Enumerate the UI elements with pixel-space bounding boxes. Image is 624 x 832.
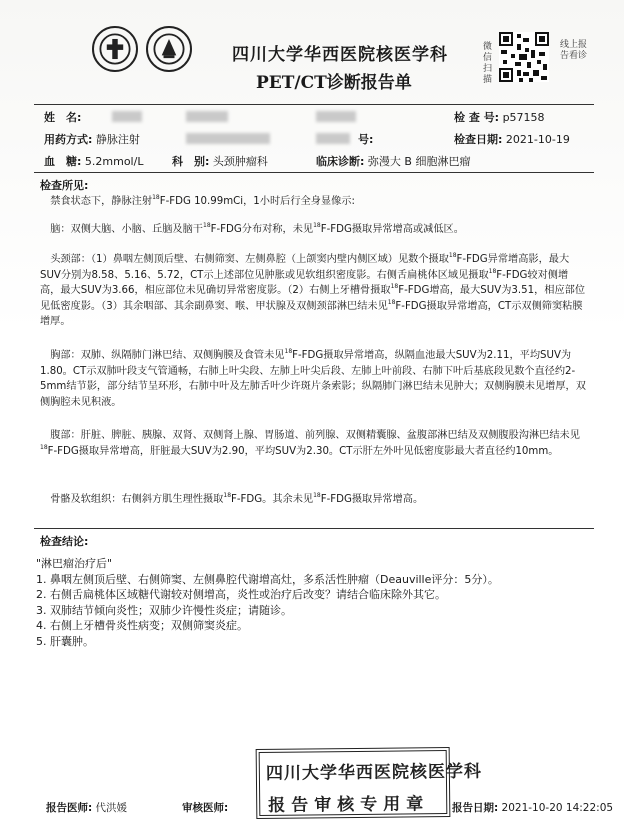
findings-brain: 脑：双侧大脑、小脑、丘脑及脑干$^{18}$F-FDG分布对称，未见$^{18}$F-FDG摄取异常增高或减低区。 <box>50 222 464 235</box>
conclusion-item: 1. 鼻咽左侧顶后壁、右侧筛窦、左侧鼻腔代谢增高灶，多系活性肿瘤（Deauville评分：5分）。 <box>36 572 499 586</box>
report-date-field <box>452 800 613 815</box>
clinical-dx-label: 临床诊断: <box>316 155 365 168</box>
redacted-name <box>112 111 142 122</box>
exam-no-label: 检 查 号: <box>454 111 500 124</box>
clinical-dx-value: 弥漫大 B 细胞淋巴瘤 <box>367 155 471 168</box>
review-doctor-field <box>182 800 228 815</box>
redacted-field <box>186 133 270 144</box>
dept-field <box>172 153 268 169</box>
findings-bone: 骨骼及软组织：右侧斜方肌生理性摄取$^{18}$F-FDG。其余未见$^{18}$F-FDG摄取异常增高。 <box>50 492 424 505</box>
conclusion-item: 3. 双肺结节倾向炎性；双肺少许慢性炎症；请随诊。 <box>36 603 292 617</box>
exam-date-label: 检查日期: <box>454 133 503 146</box>
name-label: 姓 名 <box>44 111 77 124</box>
hospital-logo-icon <box>92 26 138 72</box>
report-date-label: 报告日期: <box>452 802 499 814</box>
hospital-title: 四川大学华西医院核医学科 <box>232 45 448 65</box>
qr-code-icon[interactable] <box>499 32 549 82</box>
conclusion-title: 检查结论: <box>40 535 89 548</box>
report-doctor-field <box>46 800 127 815</box>
conclusion-item: 4. 右侧上牙槽骨炎性病变；双侧筛窦炎症。 <box>36 619 248 633</box>
dept-value: 头颈肿瘤科 <box>212 155 268 168</box>
report-doctor-label: 报告医师: <box>46 802 93 814</box>
glucose-field <box>44 153 143 169</box>
report-date-value: 2021-10-20 14:22:05 <box>501 802 614 814</box>
dept-label: 科 别: <box>172 155 210 168</box>
findings-protocol: 禁食状态下，静脉注射$^{18}$F-FDG 10.99mCi，1小时后行全身显像示: <box>50 194 355 207</box>
glucose-value: 5.2mmol/L <box>84 155 144 168</box>
wechat-scan-label: 微信扫描 <box>483 42 493 85</box>
conclusion-item: 2. 右侧舌扁桃体区域糖代谢较对侧增高，炎性或治疗后改变？请结合临床除外其它。 <box>36 588 446 602</box>
university-logo-icon <box>146 26 192 72</box>
redacted-age <box>316 111 356 122</box>
department-seal: 四川大学华西医院核医学科 报告审核专用章 <box>256 747 451 819</box>
hao-label: 号: <box>358 133 374 146</box>
findings-abdomen: 腹部：肝脏、脾脏、胰腺、双肾、双侧肾上腺、胃肠道、前列腺、双侧精囊腺、盆腹部淋巴结及双侧腹股沟淋巴结未见$^{18}$F-FDG摄取异常增高，肝脏最大SUV为2.90，平均SUV为2.30。CT示肝左外叶见低密度影最大者直径约10mm。 <box>40 430 580 457</box>
conclusion-item: 5. 肝囊肿。 <box>36 634 94 648</box>
exam-date-value: 2021-10-19 <box>505 133 570 146</box>
drug-value: 静脉注射 <box>95 133 140 146</box>
info-divider <box>34 172 594 173</box>
drug-field <box>44 131 140 147</box>
findings-chest: 胸部：双肺、纵隔肺门淋巴结、双侧胸膜及食管未见$^{18}$F-FDG摄取异常增高，纵隔血池最大SUV为2.11，平均SUV为1.80。CT示双肺叶段支气管通畅，右肺上叶尖段、左肺上叶尖后段、左肺上叶前段、右肺下叶后基底段见数个直径约2-5mm结节影，部分结节呈环形，右肺中叶及左肺舌叶少许斑片条索影；纵隔肺门淋巴结未见肿大；双侧胸膜未见增厚，双侧胸腔未见积液。 <box>40 348 586 408</box>
conclusion-body <box>36 556 596 650</box>
report-title: PET/CT诊断报告单 <box>256 73 412 93</box>
redacted-id <box>316 133 350 144</box>
findings-divider <box>34 528 594 529</box>
report-doctor-value: 代洪媛 <box>95 802 128 814</box>
exam-no-value: p57158 <box>502 111 545 124</box>
exam-date-field <box>454 131 570 147</box>
exam-no-field <box>454 109 545 125</box>
glucose-label: 血 糖: <box>44 155 82 168</box>
hao-field <box>358 131 373 147</box>
redacted-sex <box>186 111 228 122</box>
review-doctor-label: 审核医师: <box>182 802 229 814</box>
name-field: 姓 名: <box>44 111 82 124</box>
online-report-label: 线上报告看诊 <box>560 40 588 61</box>
drug-label: 用药方式: <box>44 133 93 146</box>
clinical-dx-field <box>316 153 470 169</box>
findings-title: 检查所见: <box>40 179 89 192</box>
findings-head-neck: 头颈部：（1）鼻咽左侧顶后壁、右侧筛窦、左侧鼻腔（上颌窦内壁内侧区域）见数个摄取$^{18}$F-FDG异常增高影，最大SUV分别为8.58、5.16、5.72，CT示上述部位见肿胀或见软组织密度影。右侧舌扁桃体区域见摄取$^{18}$F-FDG较对侧增高，最大SUV为3.66，相应部位未见确切异常密度影。（2）右侧上牙槽骨摄取$^{18}$F-FDG增高，最大SUV为3.51，相应部位见低密度影。（3）其余咽部、其余副鼻窦、喉、甲状腺及双侧颈部淋巴结未见$^{18}$F-FDG摄取异常增高，CT示双侧筛窦粘膜增厚。 <box>40 252 586 327</box>
conclusion-subtitle: "淋巴瘤治疗后" <box>36 557 113 570</box>
header-divider <box>34 104 594 105</box>
